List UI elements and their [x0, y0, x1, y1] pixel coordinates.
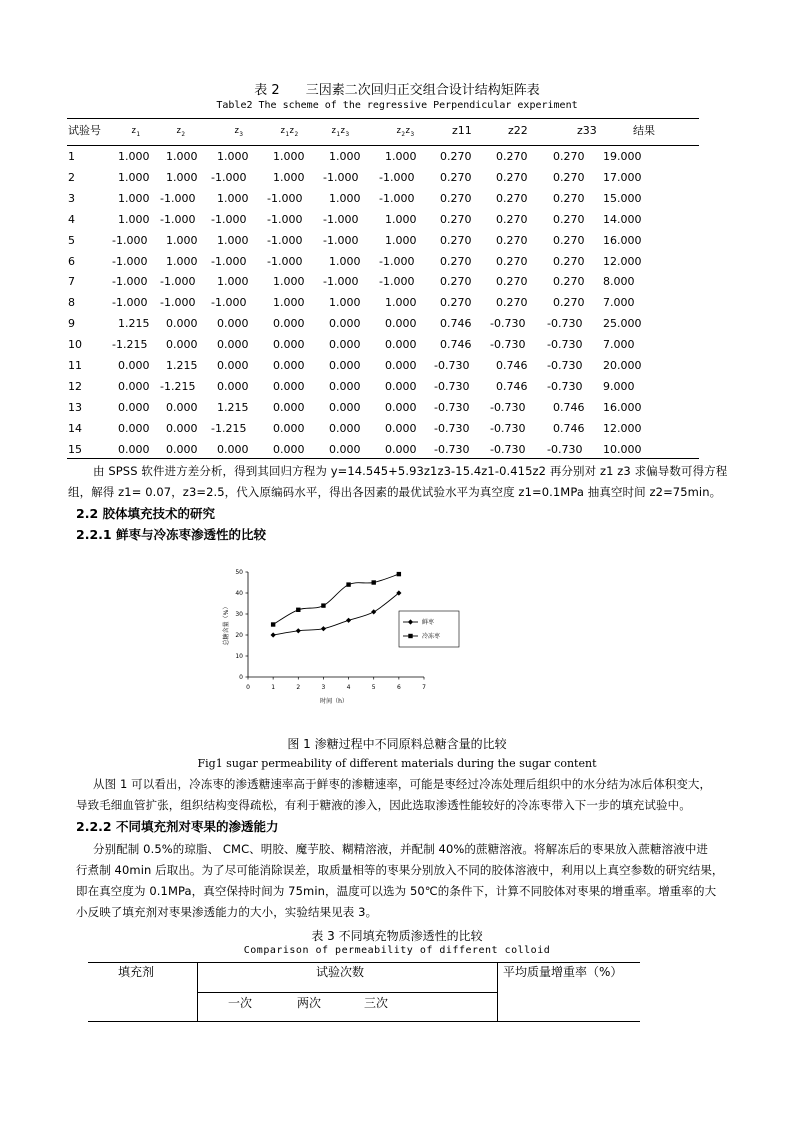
table2-cell: 0.000: [273, 359, 305, 372]
data-point: [271, 622, 275, 626]
table2-cell: 1.000: [273, 275, 305, 289]
table2-cell: 0.270: [440, 170, 472, 184]
table2-cell: -1.000: [323, 170, 359, 184]
table2-cell: 1.000: [217, 150, 249, 163]
y-tick-label: 20: [235, 632, 243, 639]
figure1-title: 图 1 渗糖过程中不同原料总糖含量的比较: [287, 737, 507, 751]
data-point: [346, 582, 350, 586]
table2-cell: 8: [68, 296, 75, 310]
data-point: [296, 608, 300, 612]
table2-cell: 0.000: [118, 359, 150, 372]
table2-cell: 1.000: [166, 170, 198, 184]
table2-cell: 4: [68, 212, 75, 226]
paragraph3-line3: 即在真空度为 0.1MPa，真空保持时间为 75min，温度可以选为 50℃的条件下，计算不同胶体对枣果的增重率。增重率的大: [76, 884, 717, 898]
table2-cell: 0.000: [329, 400, 361, 414]
legend-label: 鲜枣: [422, 619, 435, 626]
table2-cell: -0.730: [547, 442, 583, 456]
table2-cell: 0.000: [217, 442, 249, 456]
table3-top-rule: [88, 962, 640, 963]
table2-cell: -1.000: [211, 212, 247, 226]
table2-cell: 15.000: [603, 191, 642, 205]
table2-cell: 0.000: [118, 442, 150, 456]
table2-cell: -1.000: [160, 212, 196, 226]
table2-header-cell: $z_1z_2$: [280, 126, 299, 138]
paragraph2-line2: 导致毛细血管扩张，组织结构变得疏松，有利于糖液的渗入，因此选取渗透性能较好的冷冻枣带入下一步的填充试验中。: [76, 798, 691, 812]
table2-cell: -1.000: [211, 170, 247, 184]
table2-header-cell: z33: [577, 124, 597, 137]
table2-cell: 9.000: [603, 379, 635, 393]
table2-cell: 0.270: [440, 296, 472, 310]
table2-cell: 0.270: [553, 254, 585, 268]
table2-cell: -1.000: [323, 275, 359, 289]
table2-cell: 0.000: [118, 400, 150, 414]
table2-cell: -1.000: [379, 170, 415, 184]
table2-cell: 0.746: [553, 421, 585, 435]
x-tick-label: 6: [396, 684, 401, 691]
table2-cell: -1.000: [211, 254, 247, 268]
table2-cell: 0.000: [273, 421, 305, 435]
table2-cell: -1.000: [267, 254, 303, 268]
table3-sub-third: 三次: [364, 996, 389, 1010]
table2-cell: 25.000: [603, 317, 642, 331]
table2-cell: 0.000: [217, 379, 249, 393]
table2-cell: 1.000: [329, 254, 361, 268]
table2-title-text: 三因素二次回归正交组合设计结构矩阵表: [305, 83, 540, 98]
table2-cell: 2: [68, 170, 75, 184]
table2-cell: 14.000: [603, 212, 642, 226]
chart-axes: [222, 569, 426, 705]
table2-cell: 0.270: [440, 254, 472, 268]
table2-cell: 6: [68, 254, 75, 268]
table2-cell: 0.000: [166, 400, 198, 414]
table2-header-cell: $z_3$: [234, 126, 244, 138]
table2-header-cell: z11: [452, 124, 472, 137]
table2-cell: -0.730: [434, 442, 470, 456]
table2-cell: 0.000: [217, 317, 249, 331]
data-point: [296, 628, 301, 633]
y-tick-label: 30: [235, 611, 243, 618]
table2-cell: 1.215: [118, 317, 150, 331]
table2-cell: 0.746: [440, 338, 472, 352]
table2-header-cell: $z_2z_3$: [396, 126, 415, 138]
table2-cell: -0.730: [547, 379, 583, 393]
data-point: [397, 572, 401, 576]
x-tick-label: 2: [296, 684, 301, 691]
legend-box: [399, 611, 459, 647]
table2-cell: 1.000: [273, 170, 305, 184]
table2-cell: -1.000: [323, 212, 359, 226]
x-tick-label: 0: [246, 684, 250, 691]
table2-cell: 14: [68, 421, 82, 435]
table2-cell: 0.270: [496, 233, 528, 247]
table2-cell: 9: [68, 317, 75, 331]
table2-cell: 7: [68, 275, 75, 289]
table2-cell: -1.000: [379, 254, 415, 268]
section-2-2-heading: 2.2 胶体填充技术的研究: [76, 506, 215, 521]
table2-cell: 12.000: [603, 421, 642, 435]
table2-cell: -1.000: [160, 191, 196, 205]
table2-cell: -1.000: [112, 254, 148, 268]
table2-cell: 7.000: [603, 296, 635, 310]
table2-cell: 0.000: [166, 421, 198, 435]
table2-cell: 1.000: [166, 254, 198, 268]
table2-cell: 1.000: [118, 170, 150, 184]
table3-vline-1: [197, 962, 198, 1021]
table2-cell: -0.730: [490, 400, 526, 414]
table2-cell: 12: [68, 379, 82, 393]
table3-col-avg-rate: 平均质量增重率（%）: [503, 965, 623, 979]
table2-cell: 1.000: [385, 212, 417, 226]
table2-cell: 0.270: [553, 212, 585, 226]
table2-cell: 13: [68, 400, 82, 414]
table2-cell: -0.730: [434, 421, 470, 435]
table2-cell: -1.000: [112, 233, 148, 247]
table2-cell: -1.000: [211, 296, 247, 310]
table2-cell: -1.000: [112, 275, 148, 289]
paragraph3-line2: 行煮制 40min 后取出。为了尽可能消除误差，取质量相等的枣果分别放入不同的胶体溶液中，利用以上真空参数的研究结果，: [76, 863, 724, 877]
table3-vline-2: [497, 962, 498, 1021]
table2-cell: 0.746: [440, 317, 472, 331]
y-tick-label: 50: [235, 569, 243, 576]
table2-cell: 0.000: [217, 359, 249, 372]
table2-header-cell: z22: [508, 124, 528, 137]
table2-title-num: 表 2: [254, 83, 280, 98]
table2-cell: 1.000: [217, 191, 249, 205]
chart-legend: [399, 611, 459, 647]
table2-cell: 0.000: [329, 442, 361, 456]
table2-cell: 0.000: [385, 442, 417, 456]
table2-cell: -1.000: [323, 233, 359, 247]
table2-cell: -1.000: [379, 275, 415, 289]
table2-cell: 0.270: [496, 254, 528, 268]
table3-header-rule: [88, 1021, 640, 1022]
table2-bottom-rule: [67, 458, 699, 459]
table2-cell: 1.000: [273, 150, 305, 163]
x-tick-label: 3: [321, 684, 326, 691]
table2-cell: 0.746: [496, 359, 528, 372]
table2-cell: 0.000: [329, 421, 361, 435]
table2-cell: 0.000: [385, 317, 417, 331]
table2-cell: 0.746: [496, 379, 528, 393]
table2-cell: 0.000: [166, 338, 198, 352]
table2-cell: 0.270: [553, 170, 585, 184]
table2-cell: 0.270: [440, 233, 472, 247]
table2-cell: -0.730: [490, 421, 526, 435]
table2-cell: 19.000: [603, 150, 642, 163]
table2-cell: 1.000: [118, 191, 150, 205]
section-2-2-1-heading: 2.2.1 鲜枣与冷冻枣渗透性的比较: [76, 527, 266, 542]
table2-cell: 0.270: [496, 212, 528, 226]
table2-cell: 0.270: [496, 296, 528, 310]
table2-cell: -1.000: [267, 233, 303, 247]
table2-cell: 1.000: [166, 233, 198, 247]
table2-cell: 0.000: [166, 442, 198, 456]
table2-cell: 0.000: [273, 442, 305, 456]
table2-cell: 0.000: [385, 359, 417, 372]
table3-col-filler: 填充剂: [118, 965, 155, 979]
x-tick-label: 5: [371, 684, 376, 691]
table2-cell: -1.000: [160, 275, 196, 289]
table2-cell: 1.000: [217, 275, 249, 289]
table2-cell: 0.000: [273, 400, 305, 414]
table2-cell: 17.000: [603, 170, 642, 184]
table2-cell: 0.270: [553, 233, 585, 247]
table2-cell: 0.000: [329, 359, 361, 372]
table2-cell: 0.000: [273, 379, 305, 393]
table2-cell: -0.730: [547, 338, 583, 352]
table2-cell: 8.000: [603, 275, 635, 289]
table2-cell: -1.000: [112, 296, 148, 310]
table2-cell: 1.215: [166, 359, 198, 372]
table2-cell: -1.000: [160, 296, 196, 310]
table2-cell: 5: [68, 233, 75, 247]
table2-header-cell: 试验号: [68, 124, 101, 137]
table2-cell: 11: [68, 359, 82, 372]
table2-cell: 16.000: [603, 233, 642, 247]
table2-cell: 0.000: [217, 338, 249, 352]
paragraph3-line1: 分别配制 0.5%的琼脂、 CMC、明胶、魔芋胶、糊精溶液，并配制 40%的蔗糖溶液。将解冻后的枣果放入蔗糖溶液中进: [93, 842, 709, 856]
table2-cell: 0.000: [118, 379, 150, 393]
table3-col-trials: 试验次数: [316, 965, 365, 979]
table2-cell: 0.000: [385, 379, 417, 393]
data-point: [271, 632, 276, 637]
paragraph2-line1: 从图 1 可以看出，冷冻枣的渗透糖速率高于鲜枣的渗糖速率，可能是枣经过冷冻处理后组织中的水分结为冰后体积变大，: [93, 777, 712, 791]
table2-cell: -0.730: [490, 317, 526, 331]
table2-cell: 1.000: [118, 150, 150, 163]
table2-header-rule: [67, 145, 699, 146]
chart-series: [271, 572, 402, 638]
table2-cell: 1.000: [385, 150, 417, 163]
legend-label: 冷冻枣: [422, 633, 441, 640]
table2-cell: 1.215: [217, 400, 249, 414]
table2-cell: 0.270: [440, 212, 472, 226]
table2-cell: 1.000: [329, 191, 361, 205]
section-2-2-2-heading: 2.2.2 不同填充剂对枣果的渗透能力: [76, 819, 279, 834]
table2-cell: -0.730: [490, 338, 526, 352]
table2-cell: 7.000: [603, 338, 635, 352]
table2-cell: 0.000: [273, 338, 305, 352]
table2-cell: -1.215: [211, 421, 247, 435]
figure1-subtitle: Fig1 sugar permeability of different materials during the sugar content: [197, 757, 597, 770]
table2-cell: 0.270: [440, 191, 472, 205]
legend-marker: [408, 634, 412, 638]
table2-cell: 0.270: [496, 275, 528, 289]
table3-title: 表 3 不同填充物质渗透性的比较: [311, 929, 483, 943]
table2-cell: 0.270: [496, 191, 528, 205]
table2-cell: 0.270: [440, 275, 472, 289]
y-axis-label: 总糖含量（%）: [223, 603, 230, 646]
table2-cell: 0.000: [166, 317, 198, 331]
table2-cell: 0.000: [329, 338, 361, 352]
table2-header-cell: $z_1z_3$: [331, 126, 350, 138]
table2-header-cell: $z_1$: [131, 126, 141, 138]
table2-cell: -1.215: [112, 338, 148, 352]
table2-subtitle: Table2 The scheme of the regressive Perpendicular experiment: [216, 100, 578, 111]
y-tick-label: 40: [235, 590, 243, 597]
data-point: [372, 580, 376, 584]
table2-cell: 0.000: [385, 421, 417, 435]
table2-cell: 15: [68, 442, 82, 456]
table2-cell: -1.000: [267, 212, 303, 226]
y-tick-label: 10: [235, 653, 243, 660]
table2-cell: 0.270: [553, 191, 585, 205]
table2-cell: -0.730: [547, 317, 583, 331]
table2-cell: -0.730: [490, 442, 526, 456]
series-line: [273, 574, 399, 624]
table2-cell: 1.000: [217, 233, 249, 247]
series-frozen-jujube: [271, 572, 401, 627]
table2-cell: 0.270: [553, 275, 585, 289]
table2-cell: 1.000: [329, 150, 361, 163]
data-point: [346, 618, 351, 623]
figure1-chart: [215, 560, 475, 710]
y-tick-label: 0: [239, 674, 243, 681]
table3-sub-first: 一次: [228, 996, 253, 1010]
table2-cell: 1.000: [385, 233, 417, 247]
series-line: [273, 593, 399, 635]
table2-cell: 1.000: [273, 296, 305, 310]
table2-cell: -0.730: [434, 359, 470, 372]
table2-cell: -0.730: [434, 379, 470, 393]
table2-top-rule: [67, 118, 699, 119]
table2-cell: 1.000: [385, 296, 417, 310]
table2-cell: -1.000: [267, 191, 303, 205]
table2-header-cell: $z_2$: [176, 126, 186, 138]
data-point: [321, 603, 325, 607]
table2-cell: 0.270: [440, 150, 472, 163]
table2-cell: 1: [68, 150, 75, 163]
table2-cell: 1.000: [118, 212, 150, 226]
table2-cell: 0.746: [553, 400, 585, 414]
table2-cell: 0.000: [329, 379, 361, 393]
table3-sub-second: 两次: [297, 996, 322, 1010]
table2-cell: -0.730: [547, 359, 583, 372]
table2-cell: 20.000: [603, 359, 642, 372]
x-axis-label: 时间（h）: [320, 698, 348, 705]
table2-cell: 0.000: [385, 400, 417, 414]
table2-cell: 16.000: [603, 400, 642, 414]
table3-mid-rule: [197, 992, 497, 993]
table2-cell: -0.730: [434, 400, 470, 414]
table2-cell: -1.000: [379, 191, 415, 205]
table2-header-cell: 结果: [633, 124, 655, 137]
table2-cell: 10: [68, 338, 82, 352]
paragraph1-line2: 组，解得 z1= 0.07，z3=2.5，代入原编码水平，得出各因素的最优试验水平为真空度 z1=0.1MPa 抽真空时间 z2=75min。: [68, 485, 722, 499]
x-tick-label: 1: [271, 684, 276, 691]
data-point: [371, 609, 376, 614]
table2-cell: 12.000: [603, 254, 642, 268]
table3-subtitle: Comparison of permeability of different colloid: [243, 945, 551, 956]
data-point: [321, 626, 326, 631]
table2-title: [0, 79, 794, 98]
x-tick-label: 4: [346, 684, 351, 691]
table2-cell: 0.000: [385, 338, 417, 352]
table2-cell: 0.270: [496, 150, 528, 163]
table2-cell: 3: [68, 191, 75, 205]
table2-cell: 0.270: [496, 170, 528, 184]
table2-cell: 10.000: [603, 442, 642, 456]
table2-cell: 1.000: [329, 296, 361, 310]
table2-cell: 0.000: [329, 317, 361, 331]
table2-cell: 1.000: [166, 150, 198, 163]
table2-cell: 0.270: [553, 296, 585, 310]
table2-cell: 0.000: [273, 317, 305, 331]
paragraph1-line1: 由 SPSS 软件进方差分析，得到其回归方程为 y=14.545+5.93z1z3-15.4z1-0.415z2 再分别对 z1 z3 求偏导数可得方程: [93, 464, 728, 478]
paragraph3-line4: 小反映了填充剂对枣果渗透能力的大小，实验结果见表 3。: [76, 905, 378, 919]
x-tick-label: 7: [422, 684, 426, 691]
table2-cell: 0.000: [118, 421, 150, 435]
table2-cell: 0.270: [553, 150, 585, 163]
table2-cell: -1.215: [160, 379, 196, 393]
